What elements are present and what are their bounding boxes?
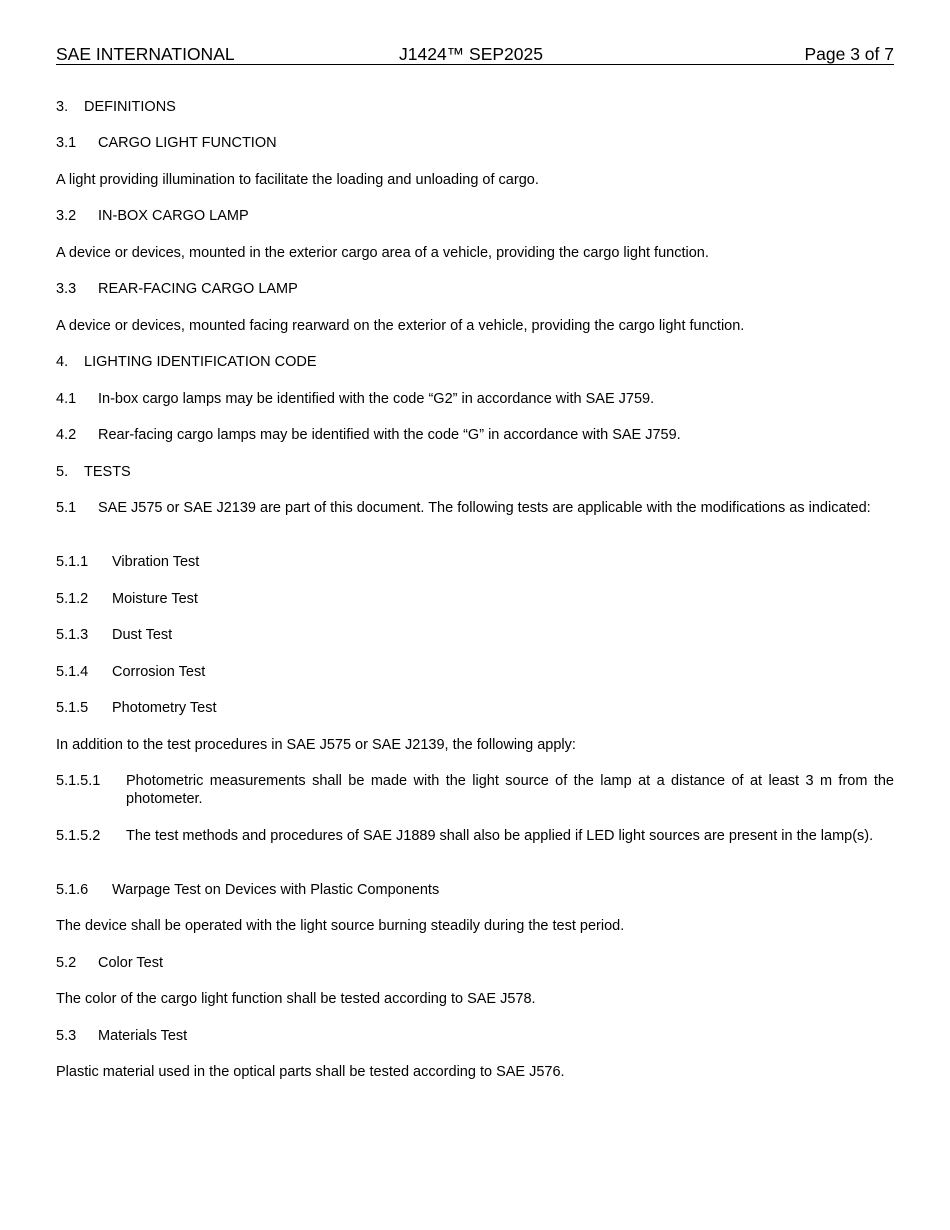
- section-number: 5.3: [56, 1028, 77, 1044]
- clause-5-1-5-1: [56, 772, 894, 808]
- clause-5-1-5-2: [56, 827, 894, 845]
- clause-4-2: [56, 426, 894, 444]
- section-number: 3.1: [56, 135, 77, 151]
- clause-text: The test methods and procedures of SAE J1889 shall also be applied if LED light sources are present in the lamp(s).: [126, 828, 874, 844]
- clause-number: 5.1: [56, 500, 77, 516]
- section-heading-3-1: [56, 134, 894, 152]
- section-heading-5-1-1: [56, 553, 894, 571]
- section-number: 4.: [56, 354, 69, 370]
- section-heading-5: [56, 463, 894, 481]
- clause-text: Rear-facing cargo lamps may be identified with the code “G” in accordance with SAE J759.: [98, 427, 681, 443]
- clause-text: SAE J575 or SAE J2139 are part of this document. The following tests are applicable with the modifications as indicated:: [98, 500, 871, 516]
- section-body-5-1-6: The device shall be operated with the light source burning steadily during the test period.: [56, 918, 625, 934]
- section-heading-3-2: [56, 207, 894, 225]
- section-heading-5-3: [56, 1027, 894, 1045]
- section-number: 5.1.6: [56, 882, 89, 898]
- section-body-5-1-5: In addition to the test procedures in SAE J575 or SAE J2139, the following apply:: [56, 737, 576, 753]
- section-body-3-3: A device or devices, mounted facing rearward on the exterior of a vehicle, providing the cargo light function.: [56, 318, 745, 334]
- clause-number: 5.1.5.1: [56, 773, 101, 789]
- header-org: SAE INTERNATIONAL: [56, 44, 235, 64]
- section-title: Photometry Test: [112, 700, 217, 716]
- section-title: Materials Test: [98, 1028, 188, 1044]
- clause-5-1: [56, 499, 894, 517]
- clause-number: 5.1.5.2: [56, 828, 101, 844]
- section-title: TESTS: [84, 464, 131, 480]
- section-title: CARGO LIGHT FUNCTION: [98, 135, 277, 151]
- section-heading-4: [56, 353, 894, 371]
- section-heading-5-1-3: [56, 626, 894, 644]
- section-heading-5-1-2: [56, 590, 894, 608]
- clause-4-1: [56, 390, 894, 408]
- section-number: 5.2: [56, 955, 77, 971]
- section-title: Vibration Test: [112, 554, 200, 570]
- section-title: LIGHTING IDENTIFICATION CODE: [84, 354, 317, 370]
- clause-text: Photometric measurements shall be made with the light source of the lamp at a distance of at least 3 m from the photometer.: [126, 773, 894, 807]
- section-number: 3.3: [56, 281, 77, 297]
- section-number: 5.1.1: [56, 554, 89, 570]
- section-title: IN-BOX CARGO LAMP: [98, 208, 249, 224]
- section-number: 5.1.5: [56, 700, 89, 716]
- section-title: DEFINITIONS: [84, 99, 176, 115]
- section-title: Warpage Test on Devices with Plastic Components: [112, 882, 440, 898]
- section-number: 5.1.3: [56, 627, 89, 643]
- clause-number: 4.2: [56, 427, 77, 443]
- section-heading-3: [56, 98, 894, 116]
- section-title: Color Test: [98, 955, 164, 971]
- section-number: 3.2: [56, 208, 77, 224]
- section-body-5-3: Plastic material used in the optical parts shall be tested according to SAE J576.: [56, 1064, 565, 1080]
- section-body-5-2: The color of the cargo light function shall be tested according to SAE J578.: [56, 991, 536, 1007]
- section-heading-5-1-5: [56, 699, 894, 717]
- section-title: REAR-FACING CARGO LAMP: [98, 281, 298, 297]
- clause-number: 4.1: [56, 391, 77, 407]
- section-heading-5-2: [56, 954, 894, 972]
- section-body-3-1: A light providing illumination to facilitate the loading and unloading of cargo.: [56, 172, 539, 188]
- section-heading-3-3: [56, 280, 894, 298]
- header-page-number: Page 3 of 7: [804, 44, 894, 64]
- section-title: Corrosion Test: [112, 664, 206, 680]
- section-number: 5.1.4: [56, 664, 89, 680]
- section-number: 5.1.2: [56, 591, 89, 607]
- header-document-id: J1424™ SEP2025: [399, 44, 543, 64]
- section-heading-5-1-6: [56, 881, 894, 899]
- section-number: 5.: [56, 464, 69, 480]
- page-header: [56, 44, 894, 65]
- section-title: Moisture Test: [112, 591, 198, 607]
- section-number: 3.: [56, 99, 69, 115]
- clause-text: In-box cargo lamps may be identified with the code “G2” in accordance with SAE J759.: [98, 391, 655, 407]
- section-title: Dust Test: [112, 627, 173, 643]
- section-body-3-2: A device or devices, mounted in the exterior cargo area of a vehicle, providing the cargo light function.: [56, 245, 709, 261]
- section-heading-5-1-4: [56, 663, 894, 681]
